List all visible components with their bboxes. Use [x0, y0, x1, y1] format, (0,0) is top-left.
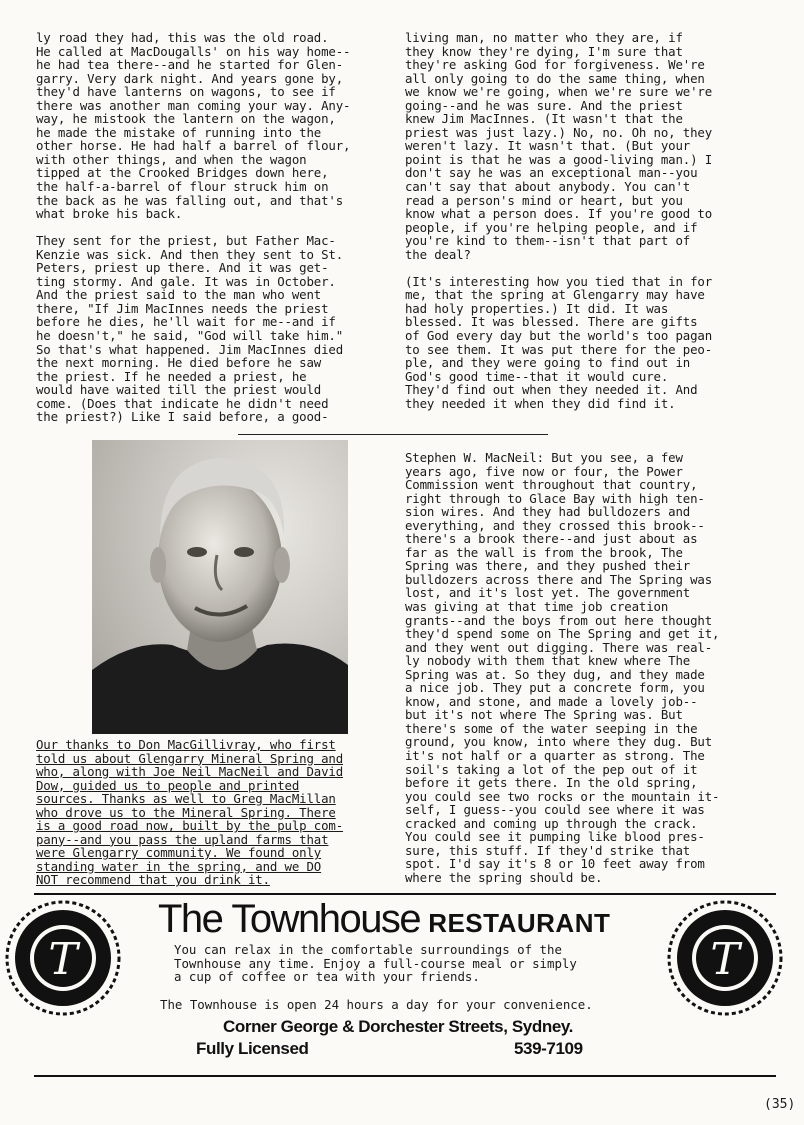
article-column-right-bottom: Stephen W. MacNeil: But you see, a few years ago, five now or four, the Power Commission went throughout that country, right through to Glace Bay with high ten- sion wires. And they had bulldozers and everything, and they crossed this brook-- there's a brook there--and just about as far as the wall is from the brook, The Spring was there, and they pushed their bulldozers across there and The Spring was lost, and it's lost yet. The government was giving at that time job creation grants--and the boys from out here thought they'd spend some on The Spring and get it, and they went out digging. There was real- ly nobody with them that knew where The Spring was at. So they dug, and they made a nice job. They put a concrete form, you know, and stone, and made a lovely job-- but it's not where The Spring was. But there's some of the water seeping in the ground, you know, into where they dug. But it's not half or a quarter as strong. The soil's taking a lot of the pep out of it before it gets there. In the old spring, you could see two rocks or the mountain it- self, I guess--you could see where it was cracked and coming up through the crack. You could see it pumping like blood pres- sure, this stuff. If they'd strike that spot. I'd say it's 8 or 10 feet away from where the spring should be. — [405, 450, 720, 885]
page-number: (35) — [764, 1097, 796, 1112]
article-column-left-top: ly road they had, this was the old road. He called at MacDougalls' on his way home-- he had tea there--and he started for Glen- garry. Very dark night. And years gone by, they'd have lanterns on wagons, to see if there was another man coming your way. Any- way, he mistook the lantern on the wagon, he made the mistake of running into the other horse. He had half a barrel of flour, with other things, and when the wagon tipped at the Crooked Bridges down here, the half-a-barrel of flour struck him on the back as he was falling out, and that's what broke his back. They sent for the priest, but Father Mac- Kenzie was sick. And then they sent to St. Peters, priest up there. And it was get- ting stormy. And gale. It was in October. And the priest said to the man who went there, "If Jim MacInnes needs the priest before he dies, he'll wait for me--and if he doesn't," he said, "God will take him." So that's what happened. Jim MacInnes died the next morning. He died before he saw the priest. If he needed a priest, he would have waited till the priest would come. (Does that indicate he didn't need the priest?) Like I said before, a good- — [36, 30, 351, 425]
ad-hours-text: The Townhouse is open 24 hours a day for your convenience. — [160, 997, 593, 1012]
photo-caption: Our thanks to Don MacGillivray, who first told us about Glengarry Mineral Spring and who, along with Joe Neil MacNeil and David Dow, guided us to people and printed sources. Thanks as well to Greg MacMillan who drove us to the Mineral Spring. There is a good road now, built by the pulp com- pany--and you pass the upland farms that were Glengarry community. We found only standing water in the spring, and we DO NOT recommend that you drink it. — [36, 737, 344, 888]
ad-title — [158, 897, 618, 942]
article-column-right-top: living man, no matter who they are, if they know they're dying, I'm sure that they're asking God for forgiveness. We're all only going to do the same thing, when we know we're going, when we're sure we're going--and he was sure. And the priest knew Jim MacInnes. (It wasn't that the priest was just lazy.) No, no. Oh no, they weren't lazy. It wasn't that. (But your point is that he was a good-living man.) I don't say he was an exceptional man--you can't say that about anybody. You can't read a person's mind or heart, but you know what a person does. If you're good to people, if you're helping people, and if you're kind to them--isn't that part of the deal? (It's interesting how you tied that in for me, that the spring at Glengarry may have had holy properties.) It did. It was blessed. It was blessed. There are gifts of God every day but the world's too pagan to see them. It was put there for the peo- ple, and they were going to find out in God's good time--that it would cure. They'd find out when they needed it. And they needed it when they did find it. — [405, 30, 713, 411]
svg-text:T: T — [48, 934, 78, 985]
townhouse-logo-right — [666, 899, 784, 1017]
portrait-photo — [92, 440, 348, 734]
ad-top-rule — [34, 893, 776, 895]
section-divider — [238, 434, 548, 435]
ad-bottom-rule — [34, 1075, 776, 1077]
townhouse-logo-left — [4, 899, 122, 1017]
ad-licensed: Fully Licensed — [196, 1039, 309, 1058]
svg-text:T: T — [710, 934, 740, 985]
ad-title-suffix: RESTAURANT — [428, 908, 611, 938]
ad-title-name: The Townhouse — [158, 897, 421, 941]
ad-address: Corner George & Dorchester Streets, Sydney. — [223, 1017, 573, 1036]
ad-phone: 539-7109 — [514, 1039, 583, 1058]
ad-body-text: You can relax in the comfortable surroundings of the Townhouse any time. Enjoy a full-course meal or simply a cup of coffee or tea with your friends. — [174, 942, 577, 984]
